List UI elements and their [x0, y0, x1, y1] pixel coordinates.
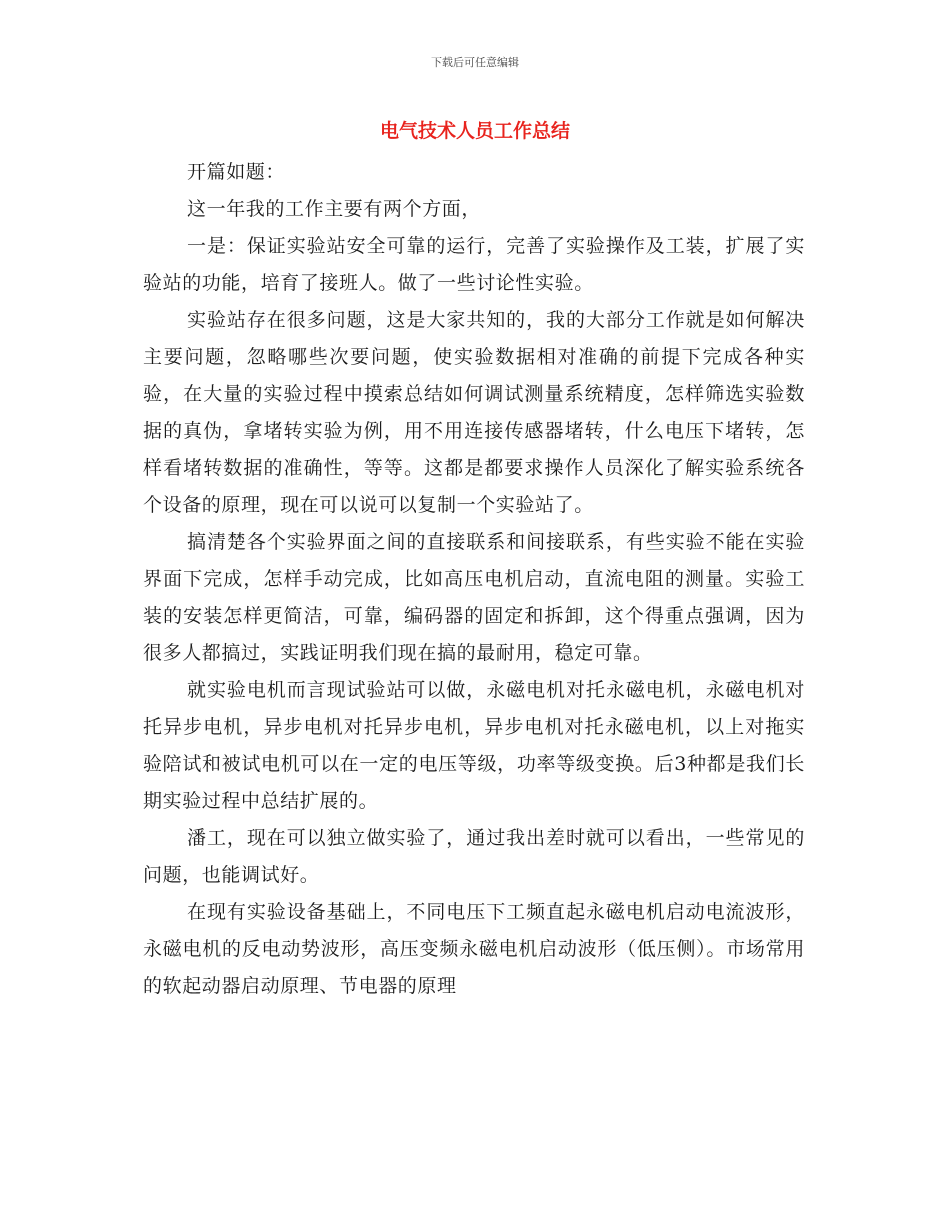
paragraph-summary-intro: 这一年我的工作主要有两个方面，	[187, 198, 482, 220]
paragraph-interfaces: 搞清楚各个实验界面之间的直接联系和间接联系，有些实验不能在实验界面下完成，怎样手动完成，比如高压电机启动，直流电阻的测量。实验工装的安装怎样更简洁，可靠，编码器的固定和拆卸，这个得重点强调，因为很多人都搞过，实践证明我们现在搞的最耐用，稳定可靠。	[143, 531, 805, 664]
paragraph-test-motors: 就实验电机而言现试验站可以做，永磁电机对托永磁电机，永磁电机对托异步电机，异步电机对托异步电机，异步电机对托永磁电机，以上对拖实验陪试和被试电机可以在一定的电压等级，功率等级变换。后3种都是我们长期实验过程中总结扩展的。	[143, 679, 805, 812]
paragraph-point-one: 一是：保证实验站安全可靠的运行，完善了实验操作及工装，扩展了实验站的功能，培育了接班人。做了一些讨论性实验。	[143, 235, 805, 294]
paragraph-opening: 开篇如题：	[187, 161, 286, 183]
paragraph-station-problems: 实验站存在很多问题，这是大家共知的，我的大部分工作就是如何解决主要问题，忽略哪些次要问题，使实验数据相对准确的前提下完成各种实验，在大量的实验过程中摸索总结如何调试测量系统精度，怎样筛选实验数据的真伪，拿堵转实验为例，用不用连接传感器堵转，什么电压下堵转，怎样看堵转数据的准确性，等等。这都是都要求操作人员深化了解实验系统各个设备的原理，现在可以说可以复制一个实验站了。	[143, 309, 805, 516]
paragraph-colleague: 潘工，现在可以独立做实验了，通过我出差时就可以看出，一些常见的问题，也能调试好。	[143, 827, 805, 886]
paragraph-equipment: 在现有实验设备基础上，不同电压下工频直起永磁电机启动电流波形，永磁电机的反电动势波形，高压变频永磁电机启动波形（低压侧）。市场常用的软起动器启动原理、节电器的原理	[143, 901, 805, 997]
header-note: 下载后可任意编辑	[431, 56, 519, 69]
document-title: 电气技术人员工作总结	[379, 120, 570, 142]
document-body	[143, 154, 805, 1005]
